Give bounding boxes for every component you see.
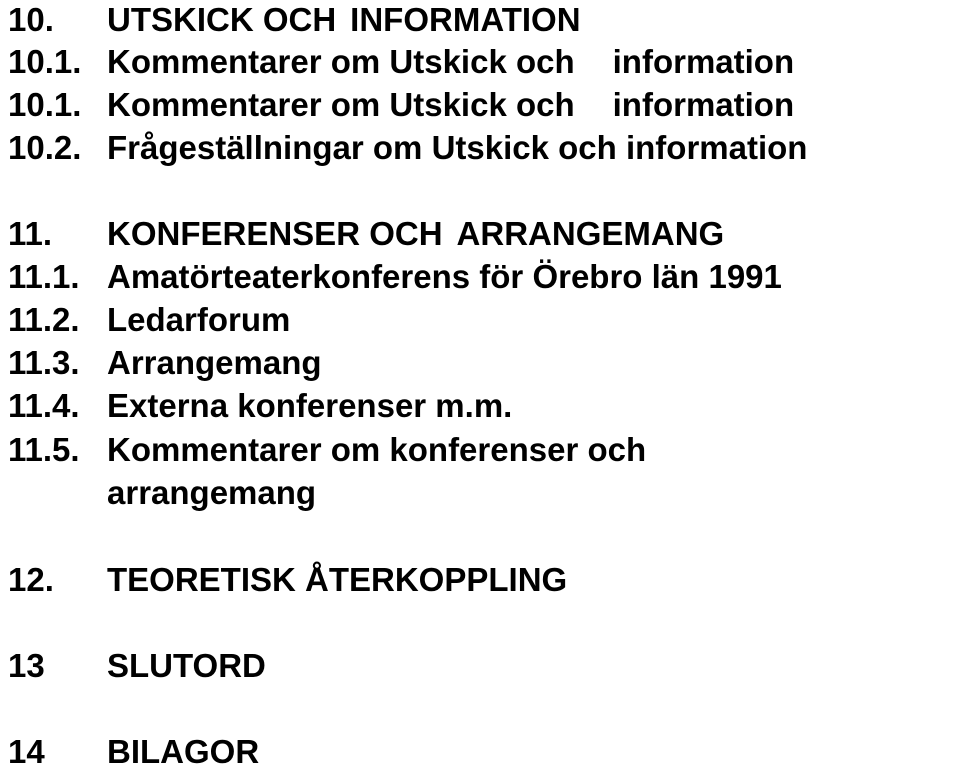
toc-entry-title: Ledarforum [107, 301, 291, 338]
toc-entry-number: 12. [8, 561, 54, 598]
toc-entry-title-continued: arrangemang [107, 474, 317, 511]
toc-entry-number: 11.2. [8, 301, 80, 338]
toc-entry-number: 11.3. [8, 344, 80, 381]
toc-entry-number: 11.1. [8, 258, 80, 295]
toc-entry-title: Kommentarer om konferenser och [107, 431, 647, 468]
toc-entry-title: BILAGOR [107, 733, 260, 770]
toc-entry-number: 10.1. [8, 86, 82, 123]
toc-entry-number: 11.5. [8, 431, 80, 468]
toc-entry-title: KONFERENSER OCH ARRANGEMANG [107, 215, 725, 252]
toc-entry-number: 10.1. [8, 43, 82, 80]
toc-entry-number: 14 [8, 733, 45, 770]
toc-entry-number: 11. [8, 215, 53, 252]
toc-entry-number: 10. [8, 1, 54, 38]
toc-entry-title: Kommentarer om Utskick och information [107, 86, 795, 123]
toc-entry-title: Frågeställningar om Utskick och information [107, 129, 808, 166]
toc-entry-number: 10.2. [8, 129, 82, 166]
toc-entry-title: Amatörteaterkonferens för Örebro län 1991 [107, 258, 782, 295]
toc-entry-number: 11.4. [8, 387, 80, 424]
toc-entry-title: SLUTORD [107, 647, 266, 684]
toc-entry-title: UTSKICK OCH INFORMATION [107, 1, 581, 38]
toc-entry-title: Kommentarer om Utskick och information [107, 43, 795, 80]
toc-entry-title: Externa konferenser m.m. [107, 387, 513, 424]
toc-entry-title: TEORETISK ÅTERKOPPLING [107, 561, 568, 598]
toc-entry-number: 13 [8, 647, 45, 684]
toc-entry-title: Arrangemang [107, 344, 322, 381]
